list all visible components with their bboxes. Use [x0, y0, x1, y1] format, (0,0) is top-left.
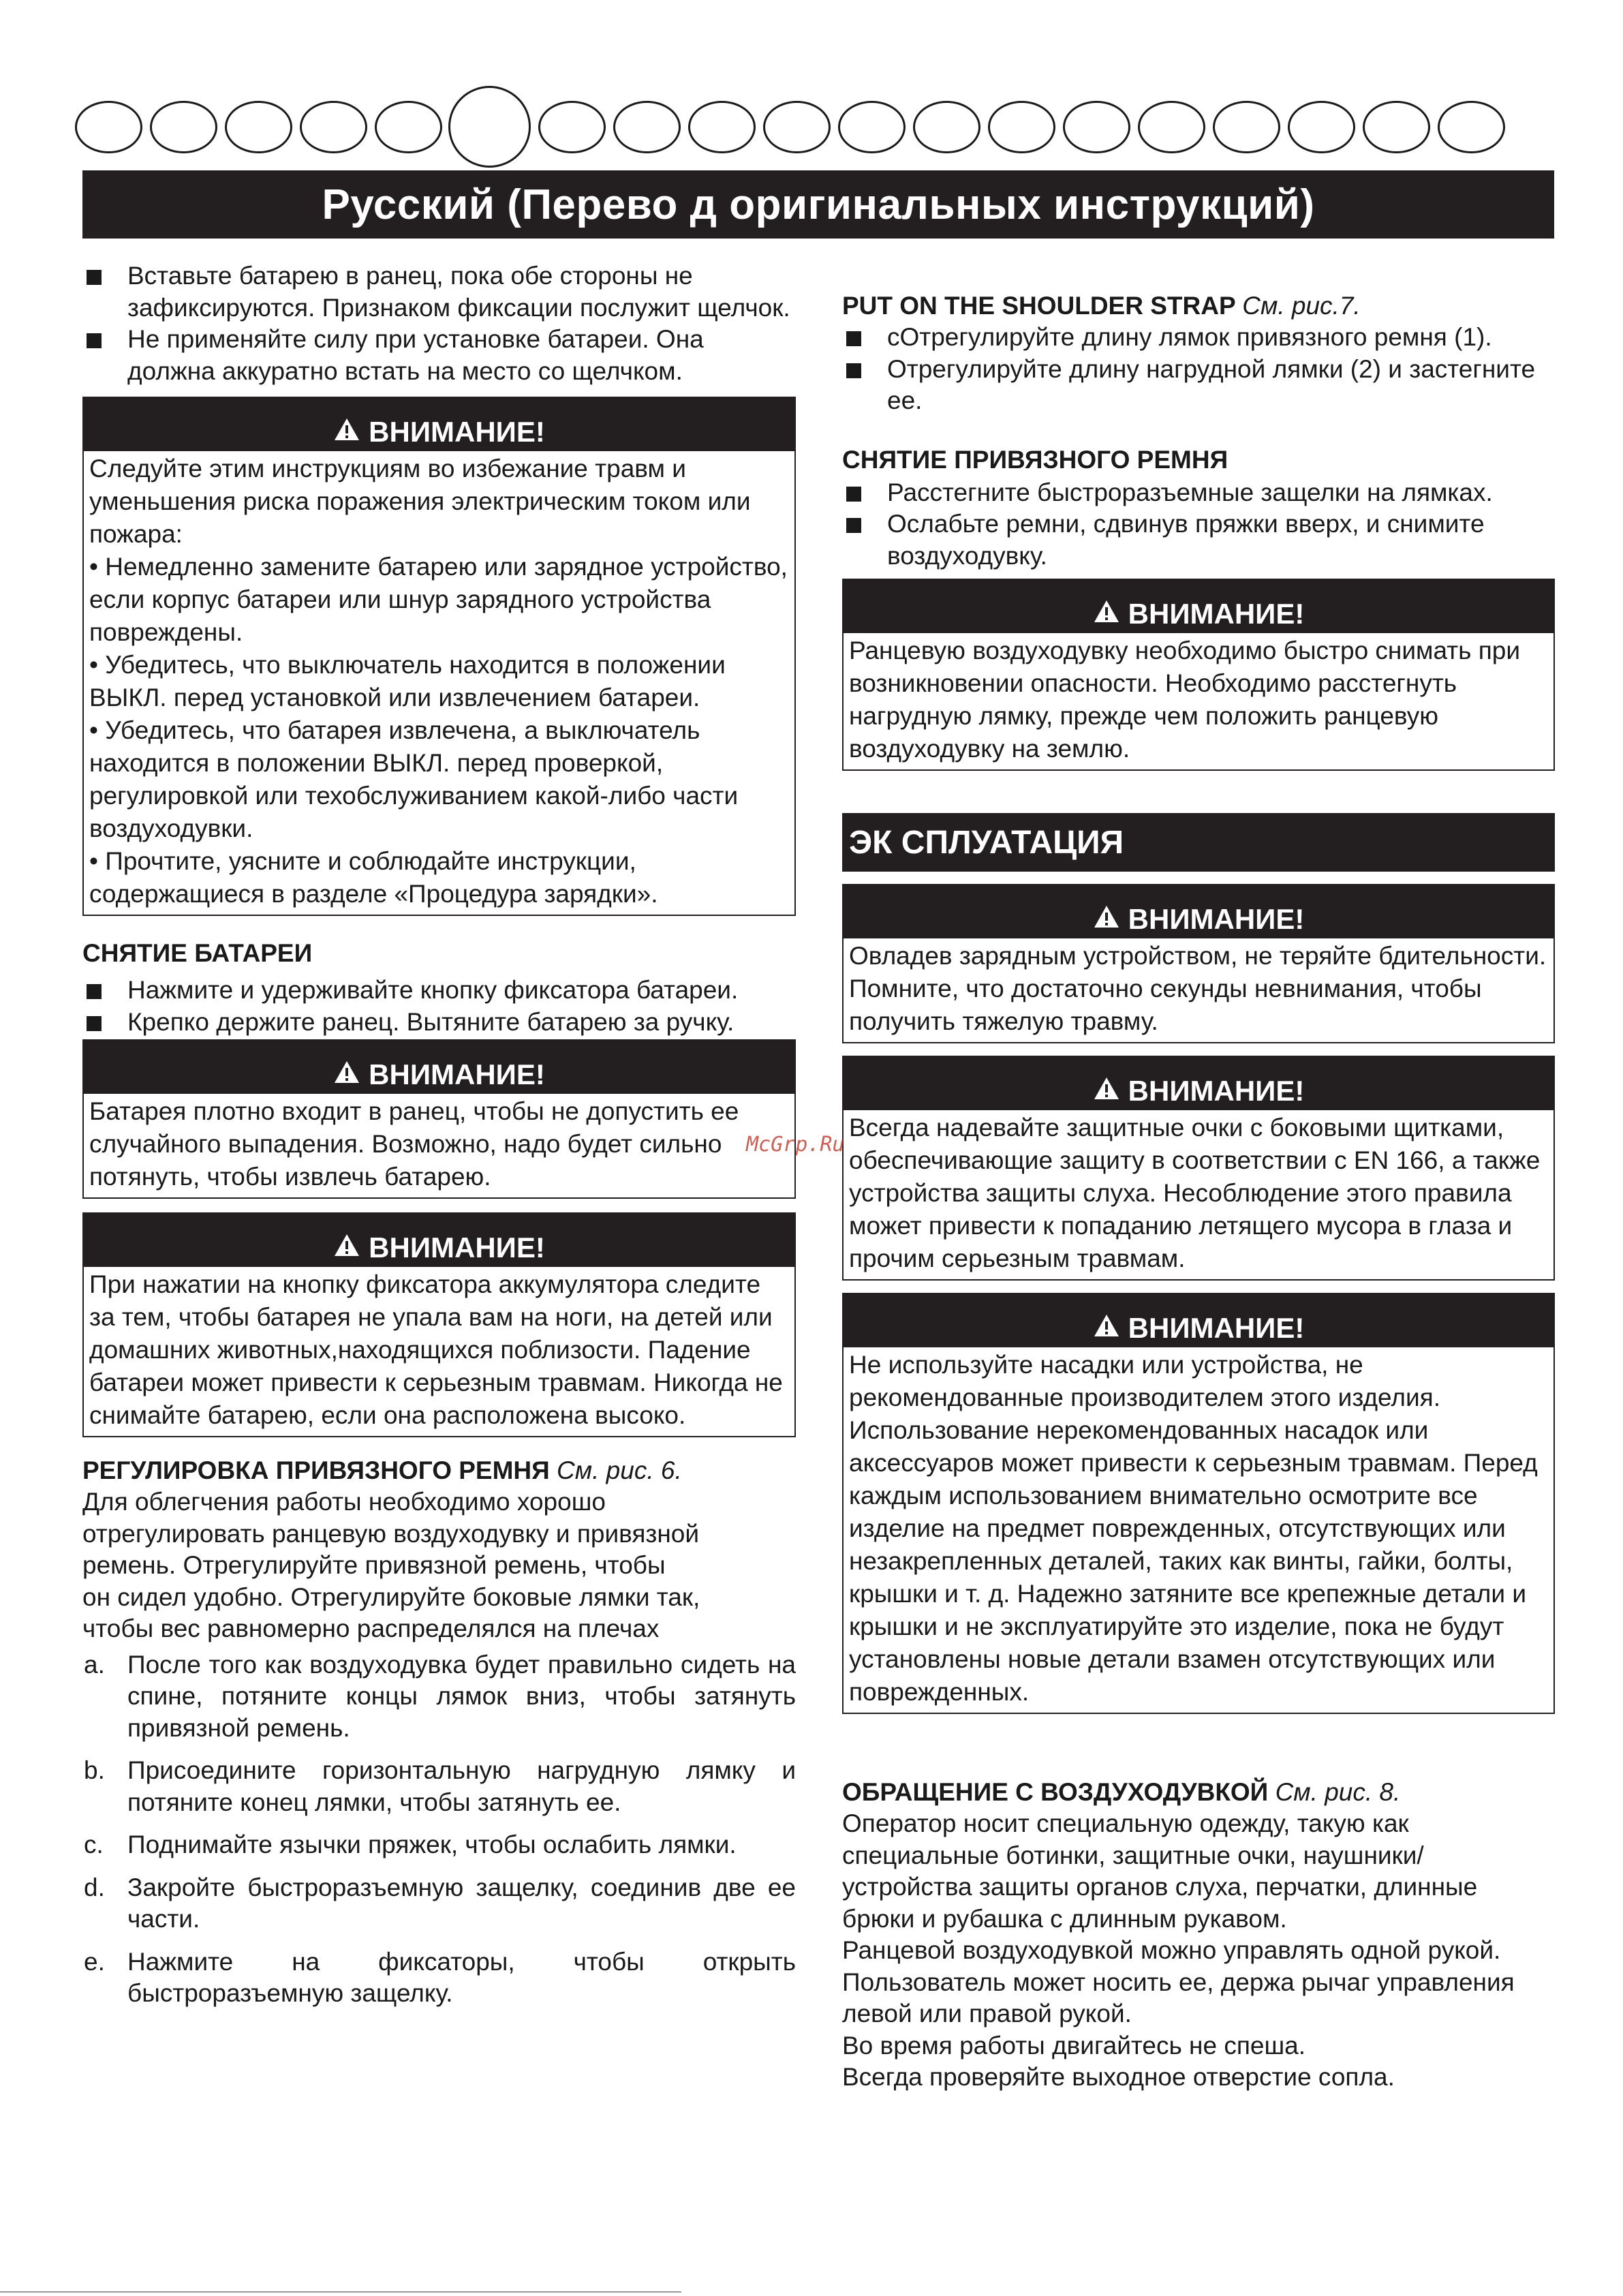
language-tab	[300, 101, 367, 153]
warning-header: ВНИМАНИЕ!	[84, 1041, 794, 1094]
warning-icon	[1093, 598, 1120, 630]
warning-box	[842, 1293, 1555, 1714]
figure-reference: См. рис. 6.	[557, 1456, 682, 1484]
bullet-list	[842, 477, 1555, 572]
divider	[0, 2291, 681, 2293]
section-heading: ОБРАЩЕНИЕ С ВОЗДУХОДУВКОЙ См. рис. 8.	[842, 1778, 1401, 1806]
list-item: Не применяйте силу при установке батареи. Она должна аккуратно встать на место со щелчком.	[82, 324, 796, 387]
paragraph: Для облегчения работы необходимо хорошо отрегулировать ранцевую воздуходувку и привязной ремень. Отрегулируйте привязной ремень, чтобы он сидел удобно. Отрегулируйте боковые лямки так, чтобы вес равномерно распределялся на плечах	[82, 1488, 700, 1642]
warning-box	[82, 1212, 796, 1437]
warning-icon	[333, 416, 360, 448]
language-tab	[763, 101, 831, 153]
bullet-list	[82, 975, 796, 1038]
language-tab	[225, 101, 292, 153]
watermark: McGrp.Ru	[746, 1133, 845, 1157]
warning-header: ВНИМАНИЕ!	[844, 580, 1554, 633]
language-tab-active	[448, 86, 531, 168]
language-tab	[75, 101, 142, 153]
language-tab	[913, 101, 980, 153]
warning-header: ВНИМАНИЕ!	[844, 885, 1554, 938]
language-tab	[375, 101, 442, 153]
warning-icon	[333, 1231, 360, 1264]
language-tab	[538, 101, 606, 153]
language-tab	[688, 101, 756, 153]
warning-box	[82, 1039, 796, 1199]
warning-header: ВНИМАНИЕ!	[844, 1057, 1554, 1110]
list-item: Крепко держите ранец. Вытяните батарею за ручку.	[82, 1007, 796, 1039]
list-item: Нажмите и удерживайте кнопку фиксатора батареи.	[82, 975, 796, 1007]
warning-box	[82, 397, 796, 916]
list-item: Ослабьте ремни, сдвинув пряжки вверх, и снимите воздуходувку.	[842, 508, 1555, 572]
warning-text: Ранцевую воздуходувку необходимо быстро снимать при возникновении опасности. Необходимо расстегнуть нагрудную лямку, прежде чем положить ранцевую воздуходувку на землю.	[849, 637, 1521, 763]
figure-reference: См. рис.7.	[1242, 292, 1361, 320]
language-tab	[1438, 101, 1505, 153]
language-tab	[1138, 101, 1205, 153]
warning-text: При нажатии на кнопку фиксатора аккумулятора следите за тем, чтобы батарея не упала вам на ноги, на детей или домашних животных,находящихся поблизости. Падение батареи может привести к серьезным травмам. Никогда не снимайте батарею, если она расположена высоко.	[89, 1270, 783, 1429]
figure-reference: См. рис. 8.	[1275, 1778, 1401, 1806]
list-item: Расстегните быстроразъемные защелки на лямках.	[842, 477, 1555, 509]
language-tab	[613, 101, 681, 153]
section-heading: РЕГУЛИРОВКА ПРИВЯЗНОГО РЕМНЯ См. рис. 6.	[82, 1456, 682, 1484]
paragraph: Оператор носит специальную одежду, такую как специальные ботинки, защитные очки, наушники/ устройства защиты органов слуха, перчатки, длинные брюки и рубашка с длинным рукавом. Ранцевой воздуходувкой можно управлять одной рукой. Пользователь может носить ее, держа рычаг управления левой или правой рукой. Во время работы двигайтесь не спеша. Всегда проверяйте выходное отверстие сопла.	[842, 1809, 1515, 2091]
warning-header: ВНИМАНИЕ!	[84, 398, 794, 451]
language-tab	[1363, 101, 1430, 153]
list-item: b. Присоедините горизонтальную нагрудную лямку и потяните конец лямки, чтобы затянуть ее.	[84, 1756, 796, 1816]
steps-list	[82, 1649, 796, 2010]
intro-bullet-list	[82, 260, 796, 387]
left-column	[82, 259, 796, 2010]
section-heading: СНЯТИЕ ПРИВЯЗНОГО РЕМНЯ	[842, 445, 1228, 474]
right-column	[842, 259, 1555, 2094]
language-tab	[1213, 101, 1280, 153]
list-item: e. Нажмите на фиксаторы, чтобы открыть быстроразъемную защелку.	[84, 1947, 796, 2007]
language-tab	[988, 101, 1055, 153]
list-item: Вставьте батарею в ранец, пока обе стороны не зафиксируются. Признаком фиксации послужит щелчок.	[82, 260, 796, 324]
bullet-list	[842, 322, 1555, 417]
section-title-bar: ЭК СПЛУАТАЦИЯ	[842, 813, 1555, 872]
warning-text: Всегда надевайте защитные очки с боковыми щитками, обеспечивающие защиту в соответствии с EN 166, а также устройства защиты слуха. Несоблюдение этого правила может привести к попаданию летящего мусора в глаза и прочим серьезным травмам.	[849, 1114, 1541, 1272]
warning-text: Батарея плотно входит в ранец, чтобы не допустить ее случайного выпадения. Возможно, надо будет сильно потянуть, чтобы извлечь батарею.	[89, 1097, 739, 1191]
list-item: Отрегулируйте длину нагрудной лямки (2) и застегните ее.	[842, 354, 1555, 417]
list-item: сОтрегулируйте длину лямок привязного ремня (1).	[842, 322, 1555, 354]
warning-icon	[333, 1058, 360, 1091]
language-tab	[150, 101, 217, 153]
warning-text: Следуйте этим инструкциям во избежание травм и уменьшения риска поражения электрическим током или пожара: • Немедленно замените батарею или зарядное устройство, если корпус батареи или шнур зарядного устройства повреждены. • Убедитесь, что выключатель находится в положении ВЫКЛ. перед установкой или извлечением батареи. • Убедитесь, что батарея извлечена, а выключатель находится в положении ВЫКЛ. перед проверкой, регулировкой или техобслуживанием какой-либо части воздуходувки. • Прочтите, уясните и соблюдайте инструкции, содержащиеся в разделе «Процедура зарядки».	[89, 455, 788, 908]
warning-box	[842, 1056, 1555, 1281]
list-item: c. Поднимайте язычки пряжек, чтобы ослабить лямки.	[84, 1831, 737, 1858]
warning-text: Не используйте насадки или устройства, не рекомендованные производителем этого изделия. Использование нерекомендованных насадок или аксессуаров может привести к серьезным травмам. Перед каждым использованием внимательно осмотрите все изделие на предмет поврежденных, отсутствующих или незакрепленных деталей, таких как винты, гайки, болты, крышки и т. д. Надежно затяните все крепежные детали и крышки и не эксплуатируйте это изделие, пока не будут установлены новые детали взамен отсутствующих или поврежденных.	[849, 1351, 1538, 1706]
language-tabs	[75, 94, 1547, 162]
language-tab	[1063, 101, 1130, 153]
warning-header: ВНИМАНИЕ!	[84, 1214, 794, 1267]
warning-box	[842, 884, 1555, 1043]
warning-icon	[1093, 1312, 1120, 1345]
language-tab	[1288, 101, 1355, 153]
list-item: a. После того как воздуходувка будет правильно сидеть на спине, потяните концы лямок вниз, чтобы затянуть привязной ремень.	[84, 1650, 796, 1742]
warning-header: ВНИМАНИЕ!	[844, 1294, 1554, 1347]
warning-text: Овладев зарядным устройством, не теряйте бдительности. Помните, что достаточно секунды невнимания, чтобы получить тяжелую травму.	[849, 942, 1547, 1035]
warning-icon	[1093, 903, 1120, 936]
section-heading: PUT ON THE SHOULDER STRAP См. рис.7.	[842, 292, 1361, 320]
language-tab	[838, 101, 906, 153]
section-heading: СНЯТИЕ БАТАРЕИ	[82, 939, 313, 967]
list-item: d. Закройте быстроразъемную защелку, соединив две ее части.	[84, 1873, 796, 1933]
page-title: Русский (Перево д оригинальных инструкций)	[82, 170, 1554, 239]
warning-icon	[1093, 1075, 1120, 1107]
warning-box	[842, 579, 1555, 771]
